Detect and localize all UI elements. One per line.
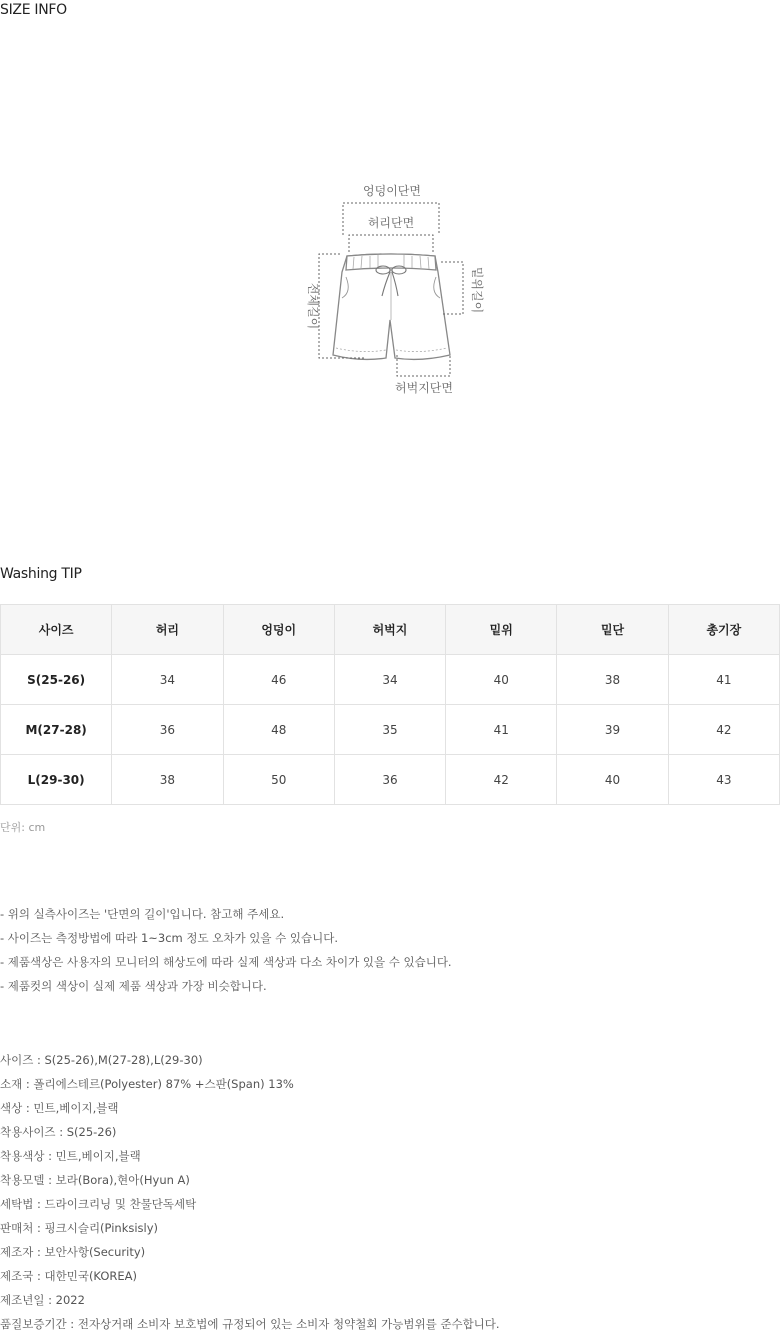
table-row <box>1 705 780 755</box>
total-length-label: 전체길이 <box>306 282 320 330</box>
hip-label: 엉덩이단면 <box>363 184 421 198</box>
table-header-row <box>1 605 780 655</box>
table-cell: 46 <box>223 655 334 705</box>
table-cell: 40 <box>557 755 668 805</box>
table-cell: 42 <box>668 705 779 755</box>
info-year: 제조년일 : 2022 <box>0 1293 85 1307</box>
waist-label: 허리단면 <box>367 216 415 230</box>
table-cell: 50 <box>223 755 334 805</box>
info-worn-color: 착용색상 : 민트,베이지,블랙 <box>0 1149 141 1163</box>
table-cell: 41 <box>446 705 557 755</box>
table-row <box>1 655 780 705</box>
size-table <box>0 604 780 805</box>
product-info-list <box>0 1051 500 1339</box>
unit-note: 단위: cm <box>0 821 46 834</box>
table-row <box>1 755 780 805</box>
note-item: - 제품컷의 색상이 실제 제품 색상과 가장 비슷합니다. <box>0 979 267 993</box>
table-cell: 34 <box>334 655 445 705</box>
size-info-title: SIZE INFO <box>0 2 67 18</box>
info-washing: 세탁법 : 드라이크리닝 및 찬물단독세탁 <box>0 1197 197 1211</box>
note-item: - 제품색상은 사용자의 모니터의 해상도에 따라 실제 색상과 다소 차이가 있을 수 있습니다. <box>0 955 452 969</box>
info-worn-size: 착용사이즈 : S(25-26) <box>0 1125 117 1139</box>
note-item: - 위의 실측사이즈는 '단면의 길이'입니다. 참고해 주세요. <box>0 907 285 921</box>
info-color: 색상 : 민트,베이지,블랙 <box>0 1101 119 1115</box>
table-cell: 38 <box>557 655 668 705</box>
washing-tip-title: Washing TIP <box>0 566 82 582</box>
info-size: 사이즈 : S(25-26),M(27-28),L(29-30) <box>0 1053 203 1067</box>
table-cell: 40 <box>446 655 557 705</box>
info-warranty: 품질보증기간 : 전자상거래 소비자 보호법에 규정되어 있는 소비자 청약철회 가능범위를 준수합니다. <box>0 1317 500 1331</box>
info-material: 소재 : 폴리에스테르(Polyester) 87% +스판(Span) 13% <box>0 1077 294 1091</box>
info-seller: 판매처 : 핑크시슬리(Pinksisly) <box>0 1221 159 1235</box>
table-cell: 42 <box>446 755 557 805</box>
header-total-length: 총기장 <box>668 605 779 655</box>
header-thigh: 허벅지 <box>334 605 445 655</box>
thigh-label: 허벅지단면 <box>395 381 453 395</box>
note-item: - 사이즈는 측정방법에 따라 1~3cm 정도 오차가 있을 수 있습니다. <box>0 931 339 945</box>
row-size-label: S(25-26) <box>1 655 112 705</box>
info-model: 착용모델 : 보라(Bora),현아(Hyun A) <box>0 1173 190 1187</box>
header-size: 사이즈 <box>1 605 112 655</box>
header-hem: 밑단 <box>557 605 668 655</box>
table-cell: 43 <box>668 755 779 805</box>
table-cell: 41 <box>668 655 779 705</box>
table-cell: 34 <box>112 655 223 705</box>
shorts-size-diagram <box>290 180 490 400</box>
row-size-label: L(29-30) <box>1 755 112 805</box>
table-cell: 36 <box>334 755 445 805</box>
size-notes-list <box>0 905 452 1001</box>
header-rise: 밑위 <box>446 605 557 655</box>
header-hip: 엉덩이 <box>223 605 334 655</box>
table-cell: 35 <box>334 705 445 755</box>
row-size-label: M(27-28) <box>1 705 112 755</box>
table-cell: 38 <box>112 755 223 805</box>
header-waist: 허리 <box>112 605 223 655</box>
info-country: 제조국 : 대한민국(KOREA) <box>0 1269 138 1283</box>
table-cell: 39 <box>557 705 668 755</box>
table-cell: 48 <box>223 705 334 755</box>
info-manufacturer: 제조자 : 보안사항(Security) <box>0 1245 146 1259</box>
table-cell: 36 <box>112 705 223 755</box>
rise-label: 밑위길이 <box>470 266 484 314</box>
